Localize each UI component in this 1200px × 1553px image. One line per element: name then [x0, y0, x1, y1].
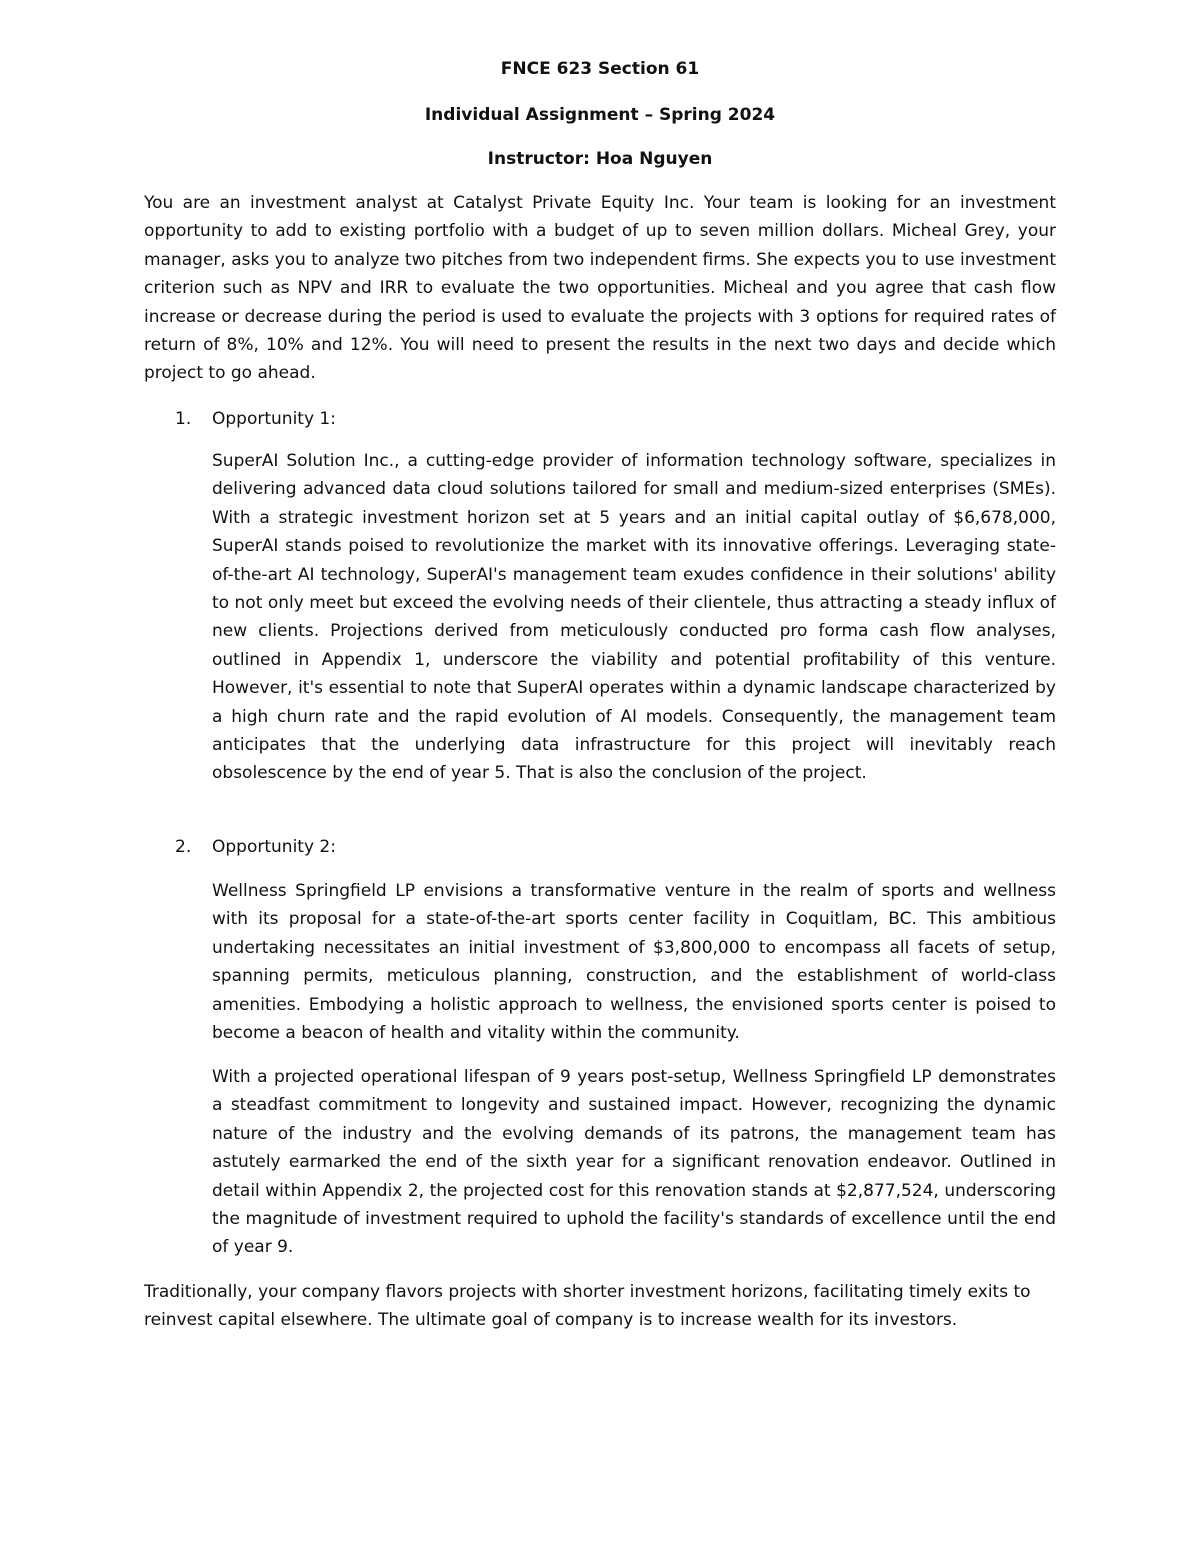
course-title: FNCE 623 Section 61	[500, 59, 700, 79]
opportunity-heading: Opportunity 1:	[212, 409, 336, 429]
opportunity-heading: Opportunity 2:	[212, 837, 336, 857]
closing-paragraph: Traditionally, your company flavors projects with shorter investment horizons, facilitating timely exits to reinvest capital elsewhere. The ultimate goal of company is to increase wealth for its investors.	[144, 1282, 1031, 1331]
opportunity-2-lifespan-paragraph: With a projected operational lifespan of 9 years post-setup, Wellness Springfield LP demonstrates a steadfast commitment to longevity and sustained impact. However, recognizing the dynamic nature of the industry and the evolving demands of its patrons, the management team has astutely earmarked the end of the sixth year for a significant renovation endeavor. Outlined in detail within Appendix 2, the projected cost for this renovation stands at $2,877,524, underscoring the magnitude of investment required to uphold the facility's standards of excellence until the end of year 9.	[212, 1067, 1056, 1258]
opportunity-2-description: Wellness Springfield LP envisions a transformative venture in the realm of sports and wellness with its proposal for a state-of-the-art sports center facility in Coquitlam, BC. This ambitious undertaking necessitates an initial investment of $3,800,000 to encompass all facets of setup, spanning permits, meticulous planning, construction, and the establishment of world-class amenities. Embodying a holistic approach to wellness, the envisioned sports center is poised to become a beacon of health and vitality within the community.	[212, 881, 1056, 1044]
intro-paragraph: You are an investment analyst at Catalyst Private Equity Inc. Your team is looking for an investment opportunity to add to existing portfolio with a budget of up to seven million dollars. Micheal Grey, your manager, asks you to analyze two pitches from two independent firms. She expects you to use investment criterion such as NPV and IRR to evaluate the two opportunities. Micheal and you agree that cash flow increase or decrease during the period is used to evaluate the projects with 3 options for required rates of return of 8%, 10% and 12%. You will need to present the results in the next two days and decide which project to go ahead.	[144, 193, 1056, 384]
assignment-title: Individual Assignment – Spring 2024	[424, 105, 776, 125]
list-number: 1.	[175, 409, 192, 429]
list-number: 2.	[175, 837, 192, 857]
opportunity-1-description: SuperAI Solution Inc., a cutting-edge provider of information technology software, specializes in delivering advanced data cloud solutions tailored for small and medium-sized enterprises (SMEs). With a strategic investment horizon set at 5 years and an initial capital outlay of $6,678,000, SuperAI stands poised to revolutionize the market with its innovative offerings. Leveraging state-of-the-art AI technology, SuperAI's management team exudes confidence in their solutions' ability to not only meet but exceed the evolving needs of their clientele, thus attracting a steady influx of new clients. Projections derived from meticulously conducted pro forma cash flow analyses, outlined in Appendix 1, underscore the viability and potential profitability of this venture. However, it's essential to note that SuperAI operates within a dynamic landscape characterized by a high churn rate and the rapid evolution of AI models. Consequently, the management team anticipates that the underlying data infrastructure for this project will inevitably reach obsolescence by the end of year 5. That is also the conclusion of the project.	[212, 451, 1056, 784]
instructor-line: Instructor: Hoa Nguyen	[487, 149, 713, 169]
